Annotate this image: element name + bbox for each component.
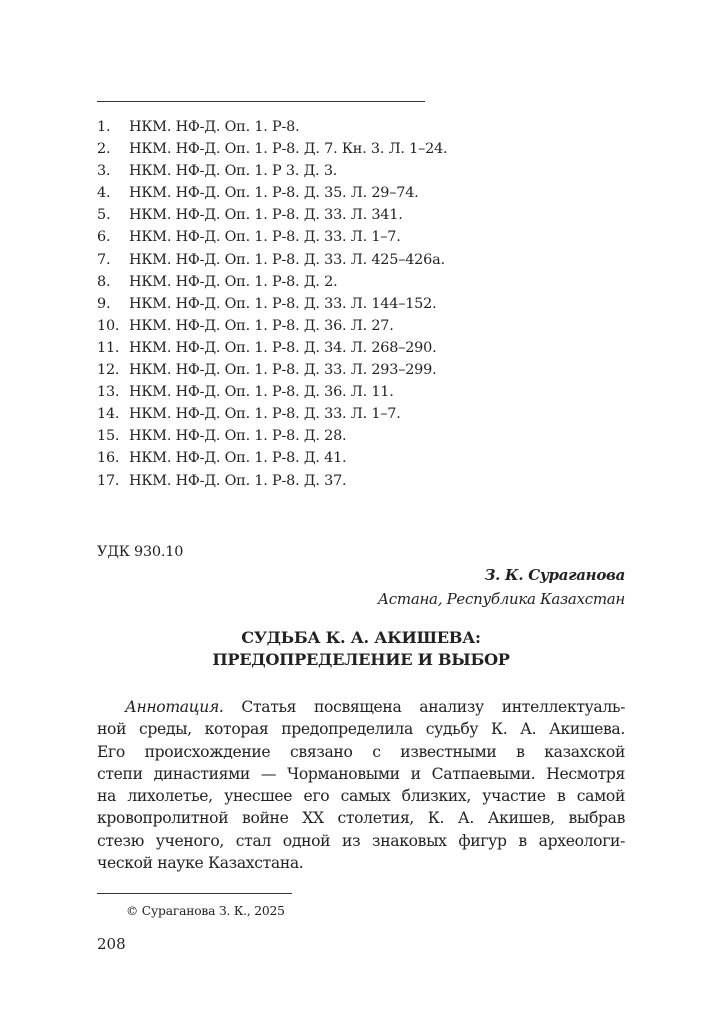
reference-text: НКМ. НФ-Д. Оп. 1. Р-8. Д. 33. Л. 144–152.: [129, 295, 437, 312]
reference-number: 5.: [97, 207, 111, 224]
reference-item: [97, 403, 447, 425]
author-name: З. К. Сураганова: [484, 566, 625, 584]
article-title: [97, 627, 625, 671]
reference-number: 7.: [97, 251, 111, 268]
reference-number: 17.: [97, 472, 120, 489]
reference-text: НКМ. НФ-Д. Оп. 1. Р-8. Д. 28.: [129, 428, 347, 445]
copyright-separator: [97, 893, 292, 894]
reference-text: НКМ. НФ-Д. Оп. 1. Р-8. Д. 35. Л. 29–74.: [129, 185, 419, 202]
article-title-line: ПРЕДОПРЕДЕЛЕНИЕ И ВЫБОР: [212, 650, 510, 669]
abstract: [97, 696, 625, 874]
reference-item: [97, 182, 447, 204]
abstract-label: Аннотация.: [125, 698, 224, 716]
reference-text: НКМ. НФ-Д. Оп. 1. Р-8. Д. 7. Кн. 3. Л. 1–24.: [129, 141, 448, 158]
reference-number: 4.: [97, 185, 111, 202]
reference-item: [97, 315, 447, 337]
udk-code: УДК 930.10: [97, 544, 184, 560]
reference-number: 1.: [97, 119, 111, 135]
reference-text: НКМ. НФ-Д. Оп. 1. Р-8.: [129, 119, 300, 135]
author-affiliation: Астана, Республика Казахстан: [377, 590, 625, 608]
abstract-line: Его происхождение связано с известными в казахской: [97, 742, 625, 761]
abstract-line: ной среды, которая предопределила судьбу К. А. Акишева.: [97, 720, 625, 739]
reference-item: [97, 249, 447, 271]
reference-number: 11.: [97, 339, 120, 356]
reference-item: [97, 160, 447, 182]
reference-item: [97, 470, 447, 492]
reference-number: 6.: [97, 229, 111, 246]
reference-number: 13.: [97, 384, 120, 401]
reference-number: 8.: [97, 273, 111, 290]
reference-item: [97, 381, 447, 403]
reference-item: [97, 359, 447, 381]
reference-item: [97, 116, 447, 138]
reference-text: НКМ. НФ-Д. Оп. 1. Р-8. Д. 36. Л. 11.: [129, 384, 394, 401]
reference-number: 12.: [97, 362, 120, 379]
reference-text: НКМ. НФ-Д. Оп. 1. Р-8. Д. 34. Л. 268–290.: [129, 339, 437, 356]
abstract-line: Аннотация. Статья посвящена анализу интеллектуаль-: [125, 698, 625, 716]
reference-item: [97, 425, 447, 447]
reference-number: 2.: [97, 141, 111, 158]
reference-text: НКМ. НФ-Д. Оп. 1. Р-8. Д. 2.: [129, 273, 338, 290]
abstract-line: на лихолетье, унесшее его самых близких, участие в самой: [97, 787, 625, 806]
abstract-line: степи династиями — Чормановыми и Сатпаевыми. Несмотря: [97, 764, 625, 783]
footnote-separator: [97, 101, 425, 102]
reference-number: 15.: [97, 428, 120, 445]
reference-number: 3.: [97, 163, 111, 180]
reference-number: 9.: [97, 295, 111, 312]
reference-item: [97, 447, 447, 469]
copyright-notice: © Сураганова З. К., 2025: [126, 904, 285, 918]
abstract-line: стезю ученого, стал одной из знаковых фигур в археологи-: [97, 831, 625, 850]
reference-item: [97, 204, 447, 226]
abstract-line: кровопролитной войне XX столетия, К. А. Акишев, выбрав: [97, 809, 625, 828]
reference-text: НКМ. НФ-Д. Оп. 1. Р-8. Д. 36. Л. 27.: [129, 317, 394, 334]
article-title-line: СУДЬБА К. А. АКИШЕВА:: [241, 628, 481, 647]
reference-item: [97, 271, 447, 293]
reference-text: НКМ. НФ-Д. Оп. 1. Р-8. Д. 33. Л. 293–299.: [129, 362, 437, 379]
reference-text: НКМ. НФ-Д. Оп. 1. Р-8. Д. 33. Л. 1–7.: [129, 406, 401, 423]
reference-number: 10.: [97, 317, 120, 334]
reference-item: [97, 293, 447, 315]
reference-text: НКМ. НФ-Д. Оп. 1. Р-8. Д. 37.: [129, 472, 347, 489]
reference-item: [97, 226, 447, 248]
reference-number: 16.: [97, 450, 120, 467]
page-number: 208: [97, 935, 126, 953]
reference-text: НКМ. НФ-Д. Оп. 1. Р-8. Д. 41.: [129, 450, 347, 467]
abstract-line: ческой науке Казахстана.: [97, 854, 304, 873]
reference-text: НКМ. НФ-Д. Оп. 1. Р 3. Д. 3.: [129, 163, 338, 180]
reference-number: 14.: [97, 406, 120, 423]
reference-item: [97, 138, 447, 160]
reference-text: НКМ. НФ-Д. Оп. 1. Р-8. Д. 33. Л. 341.: [129, 207, 403, 224]
reference-item: [97, 337, 447, 359]
reference-text: НКМ. НФ-Д. Оп. 1. Р-8. Д. 33. Л. 425–426а.: [129, 251, 445, 268]
reference-list: [97, 116, 447, 492]
reference-text: НКМ. НФ-Д. Оп. 1. Р-8. Д. 33. Л. 1–7.: [129, 229, 401, 246]
